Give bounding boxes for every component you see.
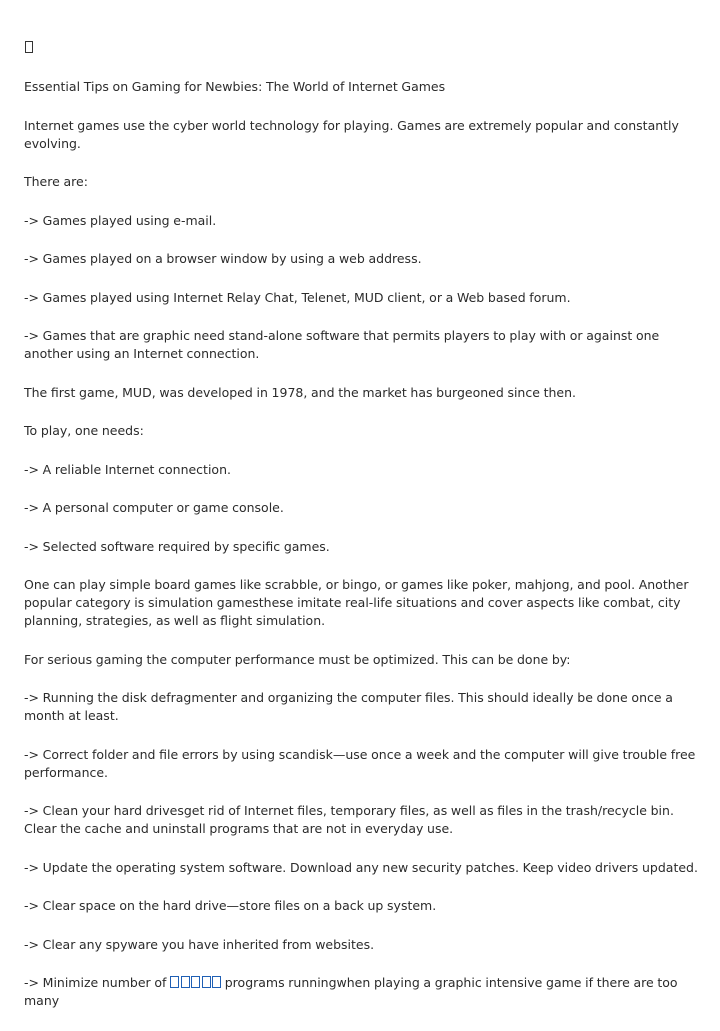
last-line-before: -> Minimize number of [24,975,171,990]
paragraph: For serious gaming the computer performance must be optimized. This can be done by: [24,651,571,667]
list-item: -> Clean your hard drivesget rid of Internet files, temporary files, as well as files in the trash/recycle bin. Clear the cache and uninstall programs that are not in everyday use. [24,803,674,836]
list-item: -> A reliable Internet connection. [24,461,231,477]
list-item: -> Games played using Internet Relay Chat, Telenet, MUD client, or a Web based forum. [24,289,571,305]
list-item: -> Clear space on the hard drive—store files on a back up system. [24,898,437,913]
paragraph: Internet games use the cyber world technology for playing. Games are extremely popular and constantly evolving. [24,117,679,151]
list-item: -> Correct folder and file errors by using scandisk—use once a week and the computer will give trouble free performance. [24,746,696,780]
paragraph: To play, one needs: [24,423,144,438]
document-title: Essential Tips on Gaming for Newbies: The World of Internet Games [24,79,446,94]
body-text [24,117,700,1011]
inline-link[interactable] [170,975,221,990]
list-item: -> Games played using e-mail. [24,212,217,228]
paragraph: There are: [24,174,88,189]
list-item: -> Games that are graphic need stand-alone software that permits players to play with or against one another using an Internet connection. [24,328,660,361]
missing-glyph-icon [212,976,221,988]
missing-glyph-icon [170,976,179,988]
list-item: -> A personal computer or game console. [24,500,284,515]
document-page [24,40,700,1031]
paragraph: The first game, MUD, was developed in 1978, and the market has burgeoned since then. [24,384,577,400]
list-item: -> Clear any spyware you have inherited from websites. [24,936,375,952]
list-item-partial [24,974,700,1010]
list-item: -> Selected software required by specific games. [24,538,330,554]
list-item: -> Games played on a browser window by using a web address. [24,251,422,266]
missing-glyph-icon [191,976,200,988]
list-item: -> Running the disk defragmenter and organizing the computer files. This should ideally be done once a month at least. [24,690,673,723]
paragraph: One can play simple board games like scrabble, or bingo, or games like poker, mahjong, and pool. Another popular category is simulation gamesthese imitate real-life situations and cover aspects like combat, city planning, strategies, as well as flight simulation. [24,577,689,628]
missing-glyph-icon [24,40,700,58]
missing-glyph-icon [202,976,211,988]
last-line-after: programs runningwhen playing a graphic intensive game if there are too many [24,975,678,1008]
list-item: -> Update the operating system software. Download any new security patches. Keep video drivers updated. [24,859,698,875]
missing-glyph-icon [181,976,190,988]
